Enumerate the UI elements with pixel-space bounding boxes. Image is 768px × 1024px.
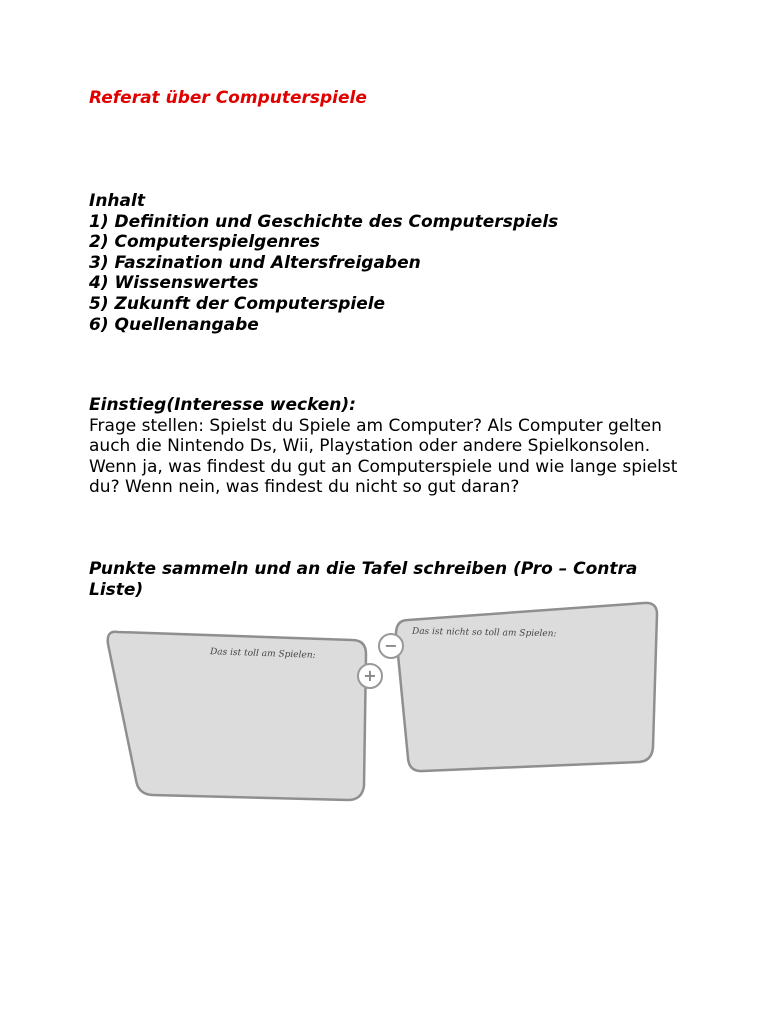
minus-icon: − — [378, 633, 404, 659]
pro-contra-boards — [96, 598, 666, 808]
contents-item: 4) Wissenswertes — [89, 273, 259, 294]
collect-heading: Punkte sammeln und an die Tafel schreiben (Pro – Contra Liste) — [89, 559, 638, 600]
contra-board-label: Das ist nicht so toll am Spielen: — [411, 626, 557, 640]
boards-drawing — [96, 598, 666, 808]
intro-heading: Einstieg(Interesse wecken): — [89, 395, 356, 415]
plus-icon: + — [357, 663, 383, 689]
contents-item: 1) Definition und Geschichte des Computerspiels — [89, 211, 559, 232]
intro-section — [89, 395, 689, 498]
intro-text: Frage stellen: Spielst du Spiele am Computer? Als Computer gelten auch die Nintendo Ds, Wii, Playstation oder andere Spielkonsolen. Wenn ja, was findest du gut an Computerspiele und wie lange spielst du? Wenn nein, was findest du nicht so gut daran? — [89, 415, 678, 498]
contents-item: 6) Quellenangabe — [89, 314, 259, 335]
contents-item: 2) Computerspielgenres — [89, 232, 321, 253]
table-of-contents — [89, 191, 558, 335]
contents-heading: Inhalt — [89, 191, 145, 211]
contents-item: 3) Faszination und Altersfreigaben — [89, 252, 421, 273]
pro-board-label: Das ist toll am Spielen: — [209, 647, 316, 661]
document-title: Referat über Computerspiele — [89, 88, 367, 108]
collect-section — [89, 559, 679, 600]
contents-item: 5) Zukunft der Computerspiele — [89, 293, 386, 314]
